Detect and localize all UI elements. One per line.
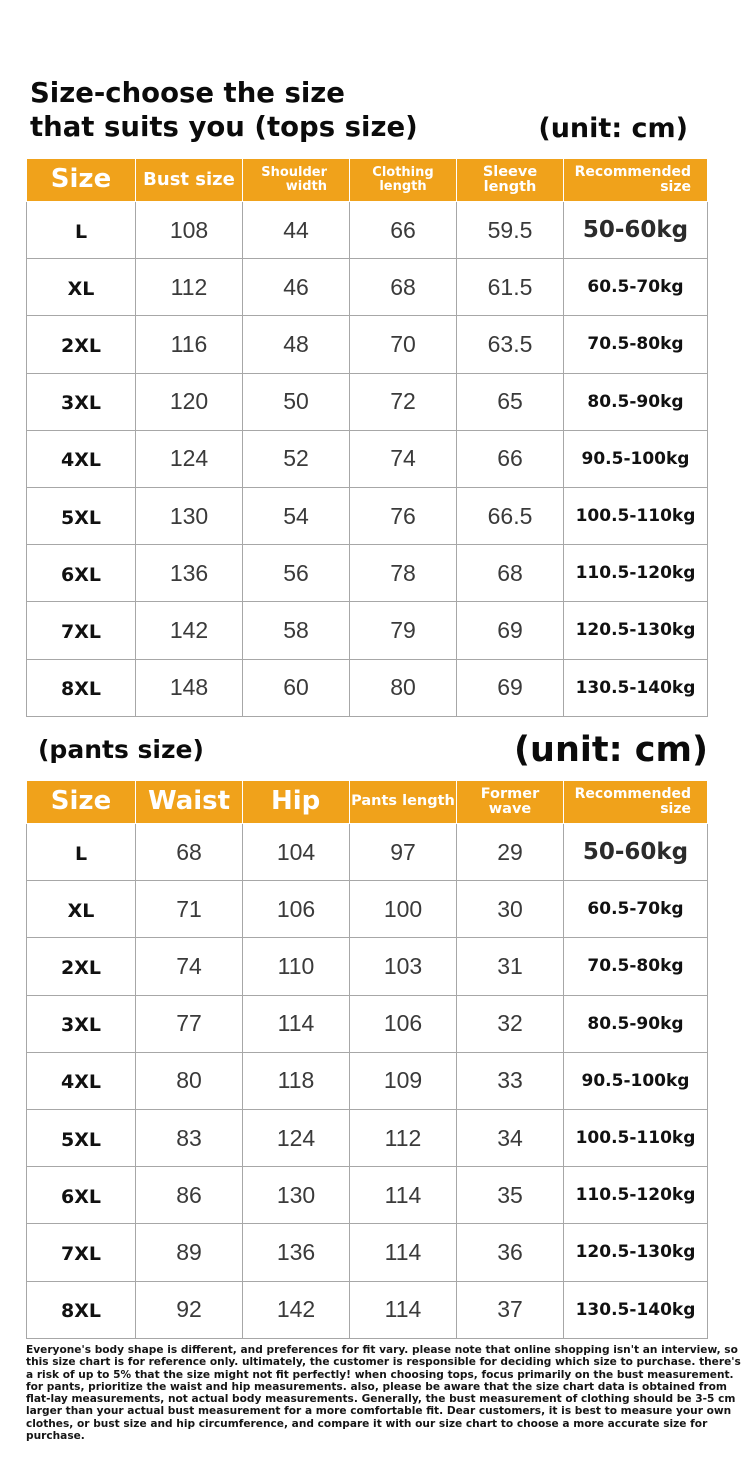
cell-former-wave: 36 [457,1224,564,1281]
cell-bust: 112 [136,259,243,316]
cell-pants-length: 106 [350,995,457,1052]
cell-bust: 142 [136,602,243,659]
cell-pants-length: 112 [350,1109,457,1166]
cell-bust: 124 [136,430,243,487]
cell-shoulder: 46 [243,259,350,316]
cell-former-wave: 34 [457,1109,564,1166]
cell-recommended: 120.5-130kg [564,1224,708,1281]
table-row [27,1281,708,1338]
table-row [27,938,708,995]
cell-recommended: 90.5-100kg [564,1052,708,1109]
cell-former-wave: 35 [457,1167,564,1224]
table-row [27,1052,708,1109]
table-row [27,202,708,259]
cell-recommended: 130.5-140kg [564,1281,708,1338]
cell-pants-length: 109 [350,1052,457,1109]
table-row [27,602,708,659]
cell-size: 3XL [27,995,136,1052]
col-header-hip [243,781,350,824]
cell-bust: 148 [136,659,243,716]
cell-shoulder: 50 [243,373,350,430]
cell-sleeve-length: 69 [457,602,564,659]
cell-clothing-length: 79 [350,602,457,659]
cell-recommended: 110.5-120kg [564,545,708,602]
cell-sleeve-length: 66.5 [457,487,564,544]
tops-size-table [26,158,708,717]
table-row [27,824,708,881]
col-header-sleeve-length: Sleeve length [457,159,564,202]
col-header-pants-length: Pants length [350,781,457,824]
cell-size: 2XL [27,938,136,995]
table-row [27,1167,708,1224]
cell-hip: 114 [243,995,350,1052]
cell-recommended: 100.5-110kg [564,1109,708,1166]
cell-waist: 92 [136,1281,243,1338]
cell-waist: 77 [136,995,243,1052]
cell-bust: 136 [136,545,243,602]
tops-title-line1: Size-choose the size [30,77,345,109]
cell-size: L [27,824,136,881]
cell-shoulder: 48 [243,316,350,373]
col-header-shoulder [243,159,350,202]
cell-recommended: 50-60kg [564,202,708,259]
col-header-former-wave: Former wave [457,781,564,824]
col-header-recommended [564,781,708,824]
cell-hip: 106 [243,881,350,938]
cell-waist: 68 [136,824,243,881]
cell-former-wave: 37 [457,1281,564,1338]
cell-sleeve-length: 69 [457,659,564,716]
cell-recommended: 80.5-90kg [564,373,708,430]
pants-table-body [27,824,708,1339]
cell-clothing-length: 74 [350,430,457,487]
cell-recommended: 60.5-70kg [564,881,708,938]
tops-table-body [27,202,708,717]
col-header-bust: Bust size [136,159,243,202]
cell-former-wave: 30 [457,881,564,938]
table-row [27,487,708,544]
cell-former-wave: 33 [457,1052,564,1109]
cell-waist: 80 [136,1052,243,1109]
cell-hip: 124 [243,1109,350,1166]
cell-hip: 136 [243,1224,350,1281]
cell-clothing-length: 68 [350,259,457,316]
cell-hip: 142 [243,1281,350,1338]
cell-shoulder: 54 [243,487,350,544]
table-row [27,995,708,1052]
cell-recommended: 130.5-140kg [564,659,708,716]
cell-clothing-length: 70 [350,316,457,373]
cell-size: XL [27,259,136,316]
cell-bust: 120 [136,373,243,430]
cell-sleeve-length: 63.5 [457,316,564,373]
pants-unit-label: (unit: cm) [514,730,708,770]
cell-pants-length: 114 [350,1281,457,1338]
col-header-clothing-length: Clothing length [350,159,457,202]
cell-clothing-length: 72 [350,373,457,430]
cell-shoulder: 44 [243,202,350,259]
cell-sleeve-length: 65 [457,373,564,430]
cell-size: 5XL [27,1109,136,1166]
cell-bust: 130 [136,487,243,544]
pants-title: (pants size) [38,735,204,764]
cell-size: 8XL [27,1281,136,1338]
cell-pants-length: 114 [350,1224,457,1281]
cell-recommended: 120.5-130kg [564,602,708,659]
cell-hip: 130 [243,1167,350,1224]
tops-header-row [27,159,708,202]
cell-size: L [27,202,136,259]
cell-sleeve-length: 61.5 [457,259,564,316]
cell-recommended: 70.5-80kg [564,938,708,995]
cell-clothing-length: 66 [350,202,457,259]
cell-pants-length: 103 [350,938,457,995]
cell-clothing-length: 78 [350,545,457,602]
cell-shoulder: 56 [243,545,350,602]
tops-title [30,76,418,144]
cell-size: 7XL [27,602,136,659]
cell-size: 6XL [27,1167,136,1224]
cell-hip: 118 [243,1052,350,1109]
pants-header-row [27,781,708,824]
col-header-waist: Waist [136,781,243,824]
col-header-recommended-label: Recommended size [574,786,691,817]
cell-former-wave: 32 [457,995,564,1052]
cell-size: 3XL [27,373,136,430]
cell-size: 6XL [27,545,136,602]
cell-pants-length: 97 [350,824,457,881]
cell-size: 8XL [27,659,136,716]
table-row [27,545,708,602]
cell-waist: 74 [136,938,243,995]
cell-pants-length: 114 [350,1167,457,1224]
col-header-recommended [564,159,708,202]
cell-former-wave: 29 [457,824,564,881]
cell-hip: 110 [243,938,350,995]
cell-waist: 83 [136,1109,243,1166]
col-header-hip-label: Hip [271,786,321,817]
col-header-size: Size [27,159,136,202]
cell-sleeve-length: 66 [457,430,564,487]
cell-pants-length: 100 [350,881,457,938]
cell-sleeve-length: 59.5 [457,202,564,259]
cell-clothing-length: 80 [350,659,457,716]
table-row [27,881,708,938]
cell-recommended: 80.5-90kg [564,995,708,1052]
cell-bust: 108 [136,202,243,259]
cell-recommended: 90.5-100kg [564,430,708,487]
col-header-size: Size [27,781,136,824]
cell-shoulder: 52 [243,430,350,487]
cell-shoulder: 58 [243,602,350,659]
table-row [27,373,708,430]
cell-waist: 86 [136,1167,243,1224]
cell-size: XL [27,881,136,938]
cell-former-wave: 31 [457,938,564,995]
col-header-recommended-label: Recommended size [574,164,691,195]
cell-size: 4XL [27,430,136,487]
cell-size: 5XL [27,487,136,544]
cell-shoulder: 60 [243,659,350,716]
cell-sleeve-length: 68 [457,545,564,602]
cell-recommended: 50-60kg [564,824,708,881]
cell-bust: 116 [136,316,243,373]
cell-size: 7XL [27,1224,136,1281]
pants-size-table [26,780,708,1339]
table-row [27,1224,708,1281]
table-row [27,1109,708,1166]
tops-title-line2: that suits you (tops size) [30,111,418,143]
cell-size: 4XL [27,1052,136,1109]
cell-waist: 71 [136,881,243,938]
col-header-shoulder-label: Shoulder width [261,165,327,194]
cell-hip: 104 [243,824,350,881]
table-row [27,659,708,716]
cell-recommended: 70.5-80kg [564,316,708,373]
cell-size: 2XL [27,316,136,373]
cell-clothing-length: 76 [350,487,457,544]
disclaimer-footnote: Everyone's body shape is different, and preferences for fit vary. please note that online shopping isn't an interview, so this size chart is for reference only. ultimately, the customer is responsible for deciding which size to purchase. there's a risk of up to 5% that the size might not fit perfectly! when choosing tops, focus primarily on the bust measurement. for pants, prioritize the waist and hip measurements. also, please be aware that the size chart data is obtained from flat-lay measurements, not actual body measurements. Generally, the bust measurement of clothing should be 3-5 cm larger than your actual bust measurement for a more comfortable fit. Dear customers, it is best to measure your own clothes, or bust size and hip circumference, and compare it with our size chart to choose a more accurate size for purchase. [26,1344,741,1443]
cell-recommended: 60.5-70kg [564,259,708,316]
table-row [27,316,708,373]
table-row [27,430,708,487]
cell-recommended: 100.5-110kg [564,487,708,544]
table-row [27,259,708,316]
cell-recommended: 110.5-120kg [564,1167,708,1224]
cell-waist: 89 [136,1224,243,1281]
tops-unit-label: (unit: cm) [538,113,688,144]
